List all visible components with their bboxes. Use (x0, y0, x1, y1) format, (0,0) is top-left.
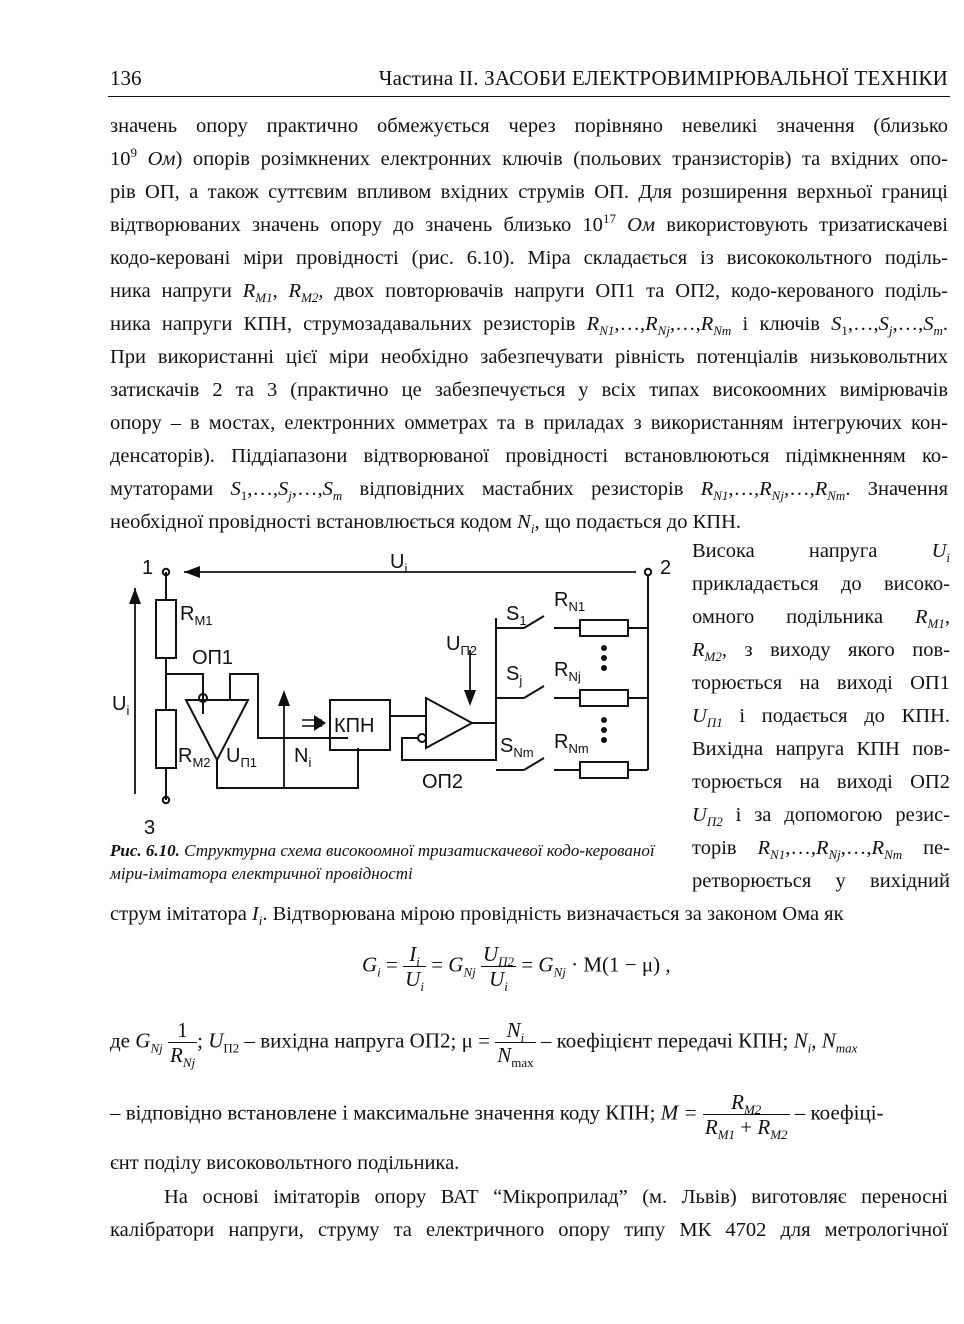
ellipsis-dot (601, 665, 607, 671)
side-text-line: прикладається до високо- (692, 573, 950, 595)
ui-left-label: $U_i$ (112, 693, 130, 718)
rm2-label: $R_{M2}$ (178, 745, 211, 770)
header-rule (108, 96, 950, 97)
text-line: При використанні цієї міри необхідно забезпечувати рівність потенціалів низьковольтних (110, 346, 948, 368)
fraction: $\frac{U_{П2}}{U_i}$ (483, 942, 515, 995)
resistor-rnj (580, 690, 628, 706)
switch-s1 (524, 616, 544, 628)
figure-caption: Рис. 6.10. Структурна схема високоомної тризатискачевої кодо-керованої міри-імітатора електричної провідності (110, 841, 655, 883)
text-line: відтворюваних значень опору до значень близько $10^{17}$ Ом використовують тризатискачеві (110, 211, 949, 236)
wire (166, 674, 203, 694)
ellipsis-dot (601, 645, 607, 651)
up1-label: $U_{П1}$ (226, 745, 258, 770)
side-text-line: торів $R_{N1},\dots,R_{Nj},\dots,R_{Nm}$ пе- (692, 837, 950, 863)
ni-label: $N_i$ (294, 745, 312, 770)
switch-sj (524, 686, 544, 698)
rm1-label: $R_{M1}$ (180, 603, 213, 628)
text-line: $10^9$ Ом) опорів розімкнених електронних ключів (польових транзисторів) та вхідних опо- (110, 145, 948, 170)
ellipsis-dot (601, 737, 607, 743)
up2-label: $U_{П2}$ (446, 633, 478, 658)
op2-label: ОП2 (422, 771, 464, 793)
side-text-line: ретворюється у вихідний (692, 870, 950, 892)
side-text-line: $R_{M2}$, з виходу якого пов- (692, 639, 950, 665)
side-text-line: торюється на виході ОП1 (692, 672, 950, 694)
text-line: затискачів 2 та 3 (практично це забезпечується у всіх типах високоомних вимірювачів (110, 379, 948, 401)
text-line: значень опору практично обмежується через порівняно невеликі значення (близько (110, 115, 948, 137)
page-number: 136 (110, 66, 142, 90)
side-text-line: Висока напруга $U_i$ (692, 540, 950, 566)
sj-label: $S_j$ (506, 663, 523, 688)
fraction: $\frac{1}{R_{Nj}}$ (169, 1018, 196, 1071)
fraction: $\frac{R_{M2}}{R_{M1} + R_{M2}}$ (704, 1090, 788, 1143)
op2-triangle (426, 698, 472, 748)
snm-label: $S_{Nm}$ (500, 735, 534, 760)
terminal-2-node (645, 569, 651, 575)
rnm-label: $R_{Nm}$ (554, 731, 589, 756)
side-text-line: омного подільника $R_{M1}$, (692, 606, 950, 632)
formula-m: – відповідно встановлене і максимальне значення коду КПН; M = $\frac{R_{M2}}{R_{M1} + R_{M2}}$ – коефіці- (110, 1090, 884, 1143)
terminal-1-label: 1 (142, 557, 154, 579)
up1-arrow-head (278, 690, 290, 706)
text-line: ника напруги КПН, струмозадавальних резисторів $R_{N1},\dots,R_{Nj},\dots,R_{Nm}$ і ключів $S_1,\dots,S_j,\dots,S_m$. (110, 313, 949, 339)
side-text-line: $U_{П1}$ і подається до КПН. (692, 705, 950, 731)
rnj-label: $R_{Nj}$ (554, 659, 581, 684)
text-line: рів ОП, а також суттєвим впливом вхідних струмів ОП. Для розширення верхньої границі (110, 181, 948, 203)
resistor-rm1 (156, 600, 176, 658)
text-line: мутаторами $S_1,\dots,S_j,\dots,S_m$ відповідних мастабних резисторів $R_{N1},\dots,R_{Nj},\dots,R_{Nm}$. Значення (110, 478, 949, 504)
op1-label: ОП1 (192, 647, 234, 669)
text-line: На основі імітаторів опору ВАТ “Мікроприлад” (м. Львів) виготовляє переносні (164, 1186, 948, 1208)
resistor-rnm (580, 762, 628, 778)
ellipsis-dot (601, 727, 607, 733)
resistor-rn1 (580, 620, 628, 636)
fraction: $\frac{I_i}{U_i}$ (405, 942, 424, 995)
text-line: денсаторів). Піддіапазони відтворюваної провідності встановлюються підімкненням ко- (110, 445, 948, 467)
up2-arrow-head (464, 690, 476, 706)
running-title: Частина ІІ. ЗАСОБИ ЕЛЕКТРОВИМІРЮВАЛЬНОЇ ТЕХНІКИ (378, 66, 948, 90)
wire (402, 723, 496, 760)
text-line: струм імітатора $I_i$. Відтворювана мірою провідність визначається за законом Ома як (110, 903, 844, 929)
terminal-3-label: 3 (144, 817, 156, 839)
ui-top-label: $U_i$ (390, 551, 408, 576)
text-line: єнт поділу високовольтного подільника. (110, 1152, 460, 1174)
formula-main: $G_i$ = $\frac{I_i}{U_i}$ = $G_{Nj}$ $\frac{U_{П2}}{U_i}$ = $G_{Nj} \cdot M(1 - \mu)$ , (362, 942, 671, 995)
op2-inverting-input (418, 734, 426, 742)
text-line: калібратори напруги, струму та електричного опору типу МК 4702 для метрологічної (110, 1219, 948, 1241)
text-line: ника напруги $R_{M1}$, $R_{M2}$, двох повторювачів напруги ОП1 та ОП2, кодо-керованого поділь- (110, 280, 948, 306)
ellipsis-dot (601, 655, 607, 661)
ni-arrow-head (314, 715, 326, 731)
text-line: опору – в мостах, електронних омметрах та в приладах з використанням інтегруючих кон- (110, 412, 948, 434)
ui-arrow-head (184, 566, 200, 578)
side-text-line: $U_{П2}$ і за допомогою резис- (692, 804, 950, 830)
side-text-line: торюється на виході ОП2 (692, 771, 950, 793)
fraction: $\frac{N_i}{N_{max}}$ (497, 1018, 534, 1071)
text-line: кодо-керовані міри провідності (рис. 6.10). Міра складається із висококольтного поділь- (110, 247, 948, 269)
resistor-rm2 (156, 710, 176, 768)
ui-left-arrow-head (129, 588, 141, 604)
rn1-label: $R_{N1}$ (554, 589, 586, 614)
circuit-diagram (108, 548, 682, 840)
side-text-line: Вихідна напруга КПН пов- (692, 738, 950, 760)
s1-label: $S_1$ (506, 603, 527, 628)
ellipsis-dot (601, 717, 607, 723)
terminal-2-label: 2 (660, 557, 672, 579)
text-line: необхідної провідності встановлюється кодом $N_i$, що подається до КПН. (110, 511, 741, 537)
formula-where: де $G_{Nj}$ $\frac{1}{R_{Nj}}$ ; $U_{П2}$ – вихідна напруга ОП2; μ = $\frac{N_i}{N_{max}}$ – коефіцієнт передачі КПН; $N_i$, $N_{max}$ (110, 1018, 858, 1071)
kpn-label: КПН (334, 715, 375, 737)
